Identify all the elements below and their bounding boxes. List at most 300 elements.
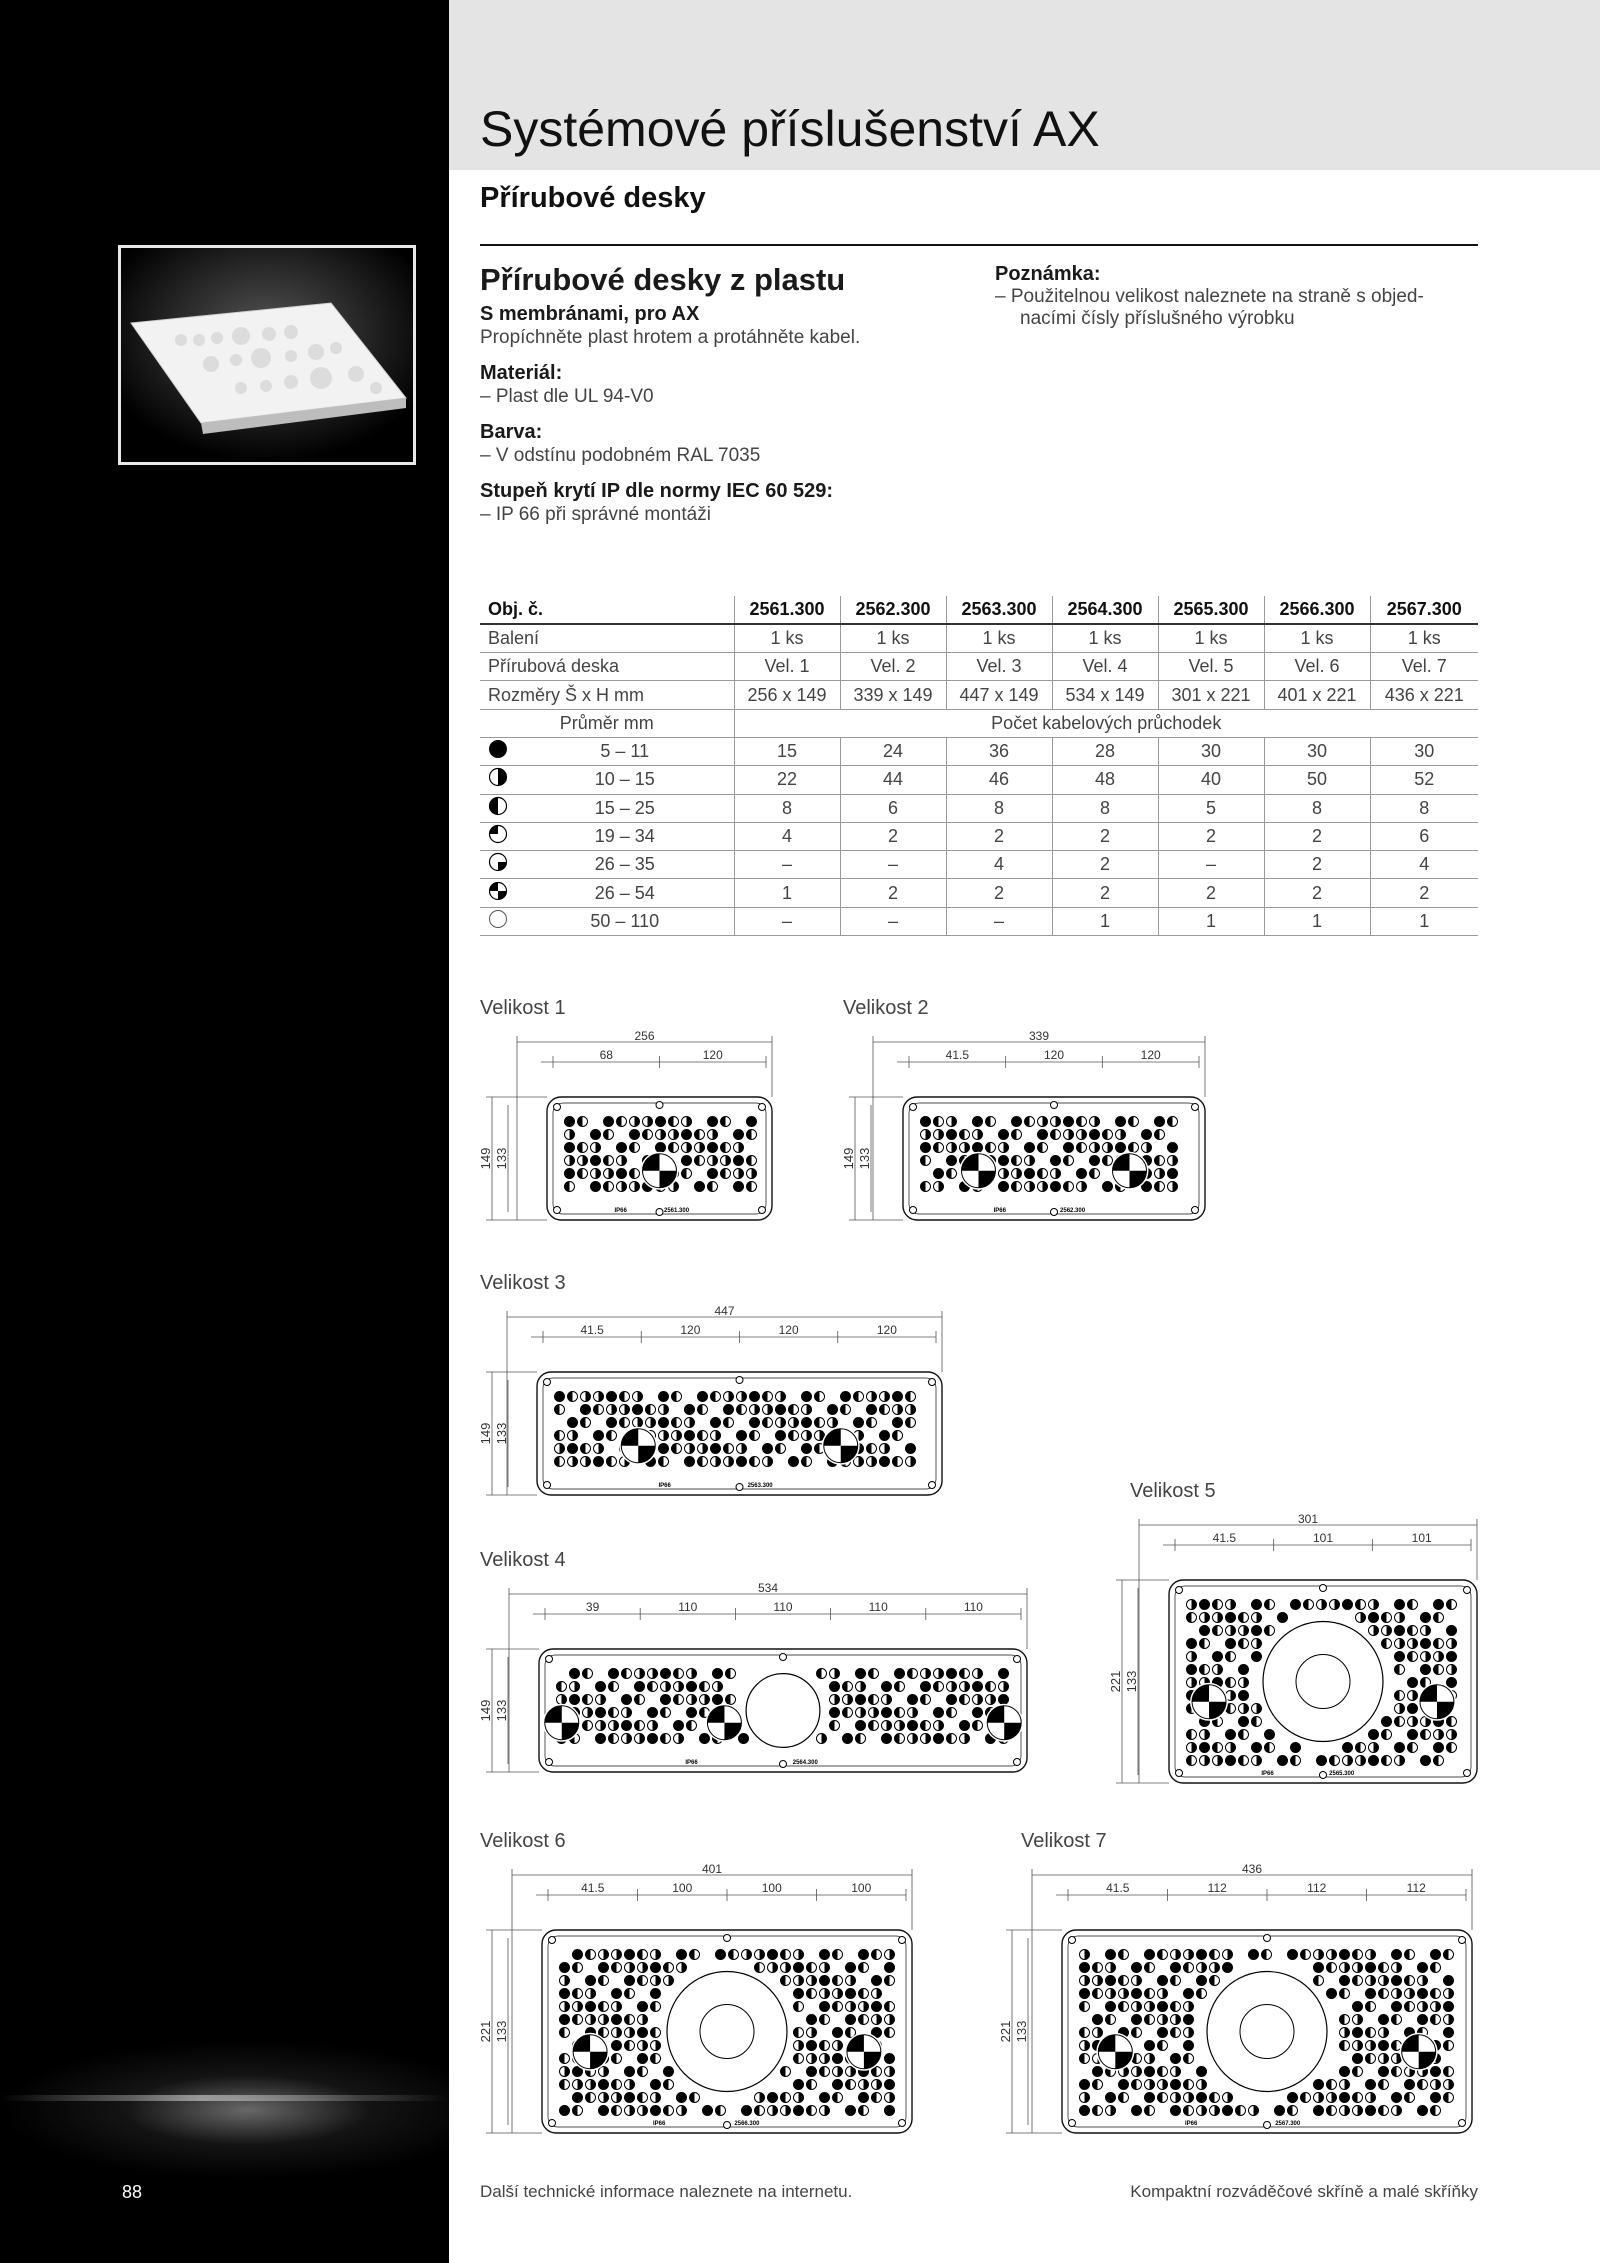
grommet-knockout [1418,1963,1428,1973]
grommet-knockout [596,1682,606,1692]
grommet-knockout [1392,2106,1402,2116]
grommet-knockout [560,1989,570,1999]
grommet-knockout [1431,1950,1441,1960]
dimension-label: 110 [773,1600,793,1614]
grommet-knockout [638,2002,648,2012]
grommet-knockout [1392,1989,1402,1999]
table-cell: 15 [734,737,840,765]
grommet-knockout [1051,1182,1061,1192]
grommet-knockout [594,1457,604,1467]
grommet-knockout [846,2002,856,2012]
grommet-knockout [711,1457,721,1467]
grommet-knockout [802,1431,812,1441]
grommet-knockout [820,2067,830,2077]
grommet-knockout [573,2015,583,2025]
grommet-knockout [859,1963,869,1973]
grommet-knockout [672,1444,682,1454]
grommet-knockout [1434,1730,1444,1740]
grommet-knockout [1408,1743,1418,1753]
grommet-knockout [1252,1626,1262,1636]
grommet-knockout [596,1708,606,1718]
grommet-knockout [815,1431,825,1441]
grommet-knockout [707,1706,741,1740]
grommet-knockout [648,1682,658,1692]
dimension-label: 149 [478,1422,493,1445]
grommet-knockout [674,1669,684,1679]
grommet-knockout [721,1156,731,1166]
grommet-knockout [621,1429,655,1463]
table-cell: – [840,851,946,879]
grommet-knockout [872,2093,882,2103]
grommet-range: 10 – 15 [516,766,734,794]
grommet-knockout [651,2028,661,2038]
table-cell: 1 ks [1370,624,1478,652]
grommet-knockout [1145,2054,1155,2064]
dimension-label: 149 [478,1147,493,1170]
grommet-knockout [1353,1976,1363,1986]
grommet-knockout [1213,1756,1223,1766]
grommet-knockout [583,1695,593,1705]
mounting-hole [1051,1209,1058,1216]
grommet-knockout [1392,2015,1402,2025]
grommet-knockout [651,2093,661,2103]
table-cell: 447 x 149 [946,681,1052,709]
grommet-knockout [1317,1756,1327,1766]
grommet-knockout [921,1117,931,1127]
table-cell: – [1158,851,1264,879]
grommet-knockout [885,2015,895,2025]
grommet-knockout [960,1734,970,1744]
grommet-knockout [1330,1600,1340,1610]
grommet-knockout [1395,1652,1405,1662]
grommet-knockout [1025,1117,1035,1127]
grommet-knockout [768,1950,778,1960]
grommet-knockout [661,1669,671,1679]
grommet-knockout [682,1130,692,1140]
grommet-knockout [776,1405,786,1415]
grommet-knockout [934,1734,944,1744]
grommet-knockout [1025,1169,1035,1179]
mounting-hole [1264,1935,1271,1942]
grommet-row [480,794,1478,822]
grommet-knockout [776,1418,786,1428]
grommet-knockout [1129,1117,1139,1127]
grommet-knockout [617,1182,627,1192]
grommet-knockout [591,1156,601,1166]
grommet-knockout [578,1169,588,1179]
grommet-knockout [1447,1639,1457,1649]
grommet-knockout [1155,1182,1165,1192]
grommet-knockout [656,1117,666,1127]
grommet-knockout [776,1444,786,1454]
grommet-knockout [669,1130,679,1140]
grommet-knockout [1116,1130,1126,1140]
grommet-knockout [1038,1182,1048,1192]
grommet-knockout [1051,1117,1061,1127]
grommet-knockout [703,2106,713,2116]
grommet-knockout [648,1721,658,1731]
grommet-knockout [1077,1143,1087,1153]
grommet-knockout [1366,1976,1376,1986]
grommet-knockout [687,1682,697,1692]
grommet-knockout [1200,1639,1210,1649]
table-cell: 30 [1264,737,1370,765]
grommet-knockout [1431,2093,1441,2103]
grommet-knockout [843,1695,853,1705]
grommet-knockout [1252,1600,1262,1610]
grommet-knockout [734,1143,744,1153]
figure-label: Velikost 6 [480,1830,566,1852]
grommet-knockout [1434,1600,1444,1610]
grommet-knockout [1168,1182,1178,1192]
grommet-knockout [1012,1182,1022,1192]
grommet-knockout [1356,1743,1366,1753]
grommet-knockout [856,1734,866,1744]
grommet-knockout [578,1156,588,1166]
grommet-knockout [1379,2080,1389,2090]
grommet-knockout [1210,1963,1220,1973]
grommet-knockout [921,1130,931,1140]
grommet-knockout [1369,1756,1379,1766]
table-cell: 1 ks [1158,624,1264,652]
grommet-row [480,879,1478,907]
grommet-knockout [1197,1963,1207,1973]
grommet-symbol [480,879,516,907]
table-cell: 6 [840,794,946,822]
grommet-knockout [807,2067,817,2077]
grommet-knockout [867,1418,877,1428]
grommet-knockout [573,2080,583,2090]
grommet-knockout [622,1721,632,1731]
column-header-2562.300: 2562.300 [840,596,946,624]
grommet-knockout [1314,2093,1324,2103]
mounting-hole [656,1209,663,1216]
grommet-knockout [828,1405,838,1415]
grommet-knockout [1171,2015,1181,2025]
grommet-knockout [682,1156,692,1166]
grommet-knockout [724,1418,734,1428]
grommet-knockout [1392,1950,1402,1960]
grommet-knockout [651,2080,661,2090]
grommet-knockout [882,1708,892,1718]
grommet-knockout [776,1431,786,1441]
color-value: – V odstínu podobném RAL 7035 [480,445,761,466]
grommet-knockout [859,1950,869,1960]
grommet-symbol [480,766,516,794]
grommet-knockout [630,1143,640,1153]
grommet-knockout [1304,1600,1314,1610]
grommet-knockout [781,2093,791,2103]
grommet-knockout [843,1734,853,1744]
grommet-knockout [638,1963,648,1973]
grommet-knockout [661,1695,671,1705]
grommet-knockout [1051,1130,1061,1140]
mounting-hole [1014,1656,1021,1663]
table-cell: 339 x 149 [840,681,946,709]
grommet-knockout [817,1734,827,1744]
diameter-header: Průměr mm [480,709,734,737]
grommet-knockout [934,1682,944,1692]
grommet-knockout [594,1405,604,1415]
grommet-knockout [1418,1976,1428,1986]
dimension-label: 41.5 [581,1881,605,1895]
grommet-knockout [586,2093,596,2103]
grommet-knockout [1113,1154,1147,1188]
grommet-knockout [638,2067,648,2077]
grommet-knockout [716,2106,726,2116]
grommet-knockout [750,1405,760,1415]
table-cell: – [840,907,946,935]
column-header-2563.300: 2563.300 [946,596,1052,624]
grommet-knockout [1012,1156,1022,1166]
grommet-knockout [708,1156,718,1166]
grommet-knockout [672,1392,682,1402]
grommet-knockout [1265,1626,1275,1636]
quarter-bottom-right-icon [488,852,508,872]
grommet-knockout [1402,2035,1436,2069]
grommet-knockout [555,1457,565,1467]
grommet-knockout [1184,2093,1194,2103]
grommet-knockout [651,2041,661,2051]
grommet-knockout [843,1708,853,1718]
grommet-knockout [729,1950,739,1960]
dimension-label: 133 [494,2020,509,2043]
grommet-knockout [682,1169,692,1179]
grommet-knockout [986,1143,996,1153]
grommet-knockout [750,1431,760,1441]
grommet-knockout [1379,2054,1389,2064]
grommet-knockout [986,1695,996,1705]
grommet-knockout [1356,1600,1366,1610]
grommet-knockout [1408,1626,1418,1636]
grommet-knockout [843,1682,853,1692]
grommet-knockout [625,1989,635,1999]
table-cell: 1 ks [1052,624,1158,652]
dimension-label: 149 [478,1699,493,1722]
grommet-knockout [698,1392,708,1402]
dimension-label: 133 [1014,2020,1029,2043]
grommet-knockout [830,1669,840,1679]
ip-value: – IP 66 při správné montáži [480,504,711,525]
grommet-knockout [1418,2015,1428,2025]
table-cell: 2 [1052,851,1158,879]
grommet-knockout [1145,2067,1155,2077]
grommet-knockout [586,1989,596,1999]
grommet-knockout [947,1156,957,1166]
grommet-row [480,737,1478,765]
grommet-knockout [635,1669,645,1679]
grommet-knockout [669,1143,679,1153]
grommet-knockout [612,2015,622,2025]
grommet-knockout [869,1708,879,1718]
grommet-knockout [1145,2041,1155,2051]
grommet-knockout [872,2080,882,2090]
grommet-knockout [1142,1143,1152,1153]
grommet-knockout [1119,2002,1129,2012]
grommet-knockout [591,1143,601,1153]
grommet-knockout [1418,2002,1428,2012]
grommet-knockout [724,1405,734,1415]
grommet-knockout [1132,2067,1142,2077]
table-cell: 50 [1264,766,1370,794]
grommet-knockout [1288,2106,1298,2116]
grommet-knockout [724,1392,734,1402]
grommet-knockout [1369,1626,1379,1636]
grommet-knockout [1093,1963,1103,1973]
grommet-knockout [607,1392,617,1402]
grommet-knockout [1106,2106,1116,2116]
mounting-hole [1320,1585,1327,1592]
dimension-label: 534 [757,1581,779,1595]
grommet-knockout [599,1950,609,1960]
table-cell: 1 ks [734,624,840,652]
grommet-knockout [643,1130,653,1140]
grommet-knockout [625,2015,635,2025]
mounting-hole [554,1207,561,1214]
table-cell: 48 [1052,766,1158,794]
grommet-knockout [815,1418,825,1428]
grommet-knockout [1444,1950,1454,1960]
grommet-knockout [625,2041,635,2051]
grommet-knockout [885,1963,895,1973]
grommet-knockout [846,2015,856,2025]
grommet-knockout [1145,2002,1155,2012]
table-cell: 1 ks [1264,624,1370,652]
table-header-row [480,596,1478,624]
grommet-knockout [664,2080,674,2090]
grommet-knockout [695,1156,705,1166]
column-header-2567.300: 2567.300 [1370,596,1478,624]
grommet-knockout [1145,1950,1155,1960]
grommet-knockout [687,1695,697,1705]
grommet-knockout [1239,1639,1249,1649]
grommet-knockout [1171,2093,1181,2103]
grommet-knockout [794,2054,804,2064]
grommet-row [480,822,1478,850]
grommet-knockout [1038,1143,1048,1153]
table-cell: 1 [1370,907,1478,935]
grommet-knockout [807,2054,817,2064]
grommet-knockout [973,1130,983,1140]
grommet-knockout [1327,2106,1337,2116]
figure-label: Velikost 5 [1130,1480,1216,1502]
grommet-knockout [630,1169,640,1179]
grommet-knockout [734,1182,744,1192]
grommet-knockout [594,1392,604,1402]
grommet-knockout [885,1950,895,1960]
dimension-label: 120 [680,1323,701,1337]
grommet-knockout [560,2080,570,2090]
grommet-knockout [695,1130,705,1140]
grommet-knockout [880,1444,890,1454]
grommet-knockout [1064,1117,1074,1127]
grommet-knockout [794,2080,804,2090]
grommet-knockout [755,2093,765,2103]
grommet-knockout [921,1721,931,1731]
grommet-knockout [750,1418,760,1428]
grommet-knockout [747,1130,757,1140]
grommet-knockout [1142,1130,1152,1140]
mounting-hole [724,1935,731,1942]
dimension-label: 436 [1241,1862,1263,1876]
grommet-knockout [807,2015,817,2025]
grommet-knockout [635,1734,645,1744]
grommet-knockout [880,1405,890,1415]
grommet-knockout [1408,1730,1418,1740]
grommet-knockout [625,2093,635,2103]
table-cell: – [946,907,1052,935]
grommet-knockout [651,1963,661,1973]
grommet-knockout [565,1130,575,1140]
grommet-knockout [1098,2035,1132,2069]
grommet-knockout [1366,2028,1376,2038]
grommet-knockout [682,1117,692,1127]
grommet-knockout [664,1963,674,1973]
grommet-knockout [833,2093,843,2103]
grommet-knockout [893,1431,903,1441]
grommet-knockout [1278,1756,1288,1766]
grommet-knockout [685,1418,695,1428]
grommet-knockout [742,2106,752,2116]
table-cell: 4 [946,851,1052,879]
grommet-knockout [1119,2080,1129,2090]
grommet-knockout [1356,1756,1366,1766]
grommet-knockout [677,2106,687,2116]
mounting-hole [1014,1759,1021,1766]
grommet-knockout [833,1989,843,1999]
grommet-row [480,766,1478,794]
grommet-knockout [1197,1989,1207,1999]
grommet-knockout [607,1405,617,1415]
mounting-hole [724,2122,731,2129]
mounting-hole [1069,2120,1076,2127]
dimension-label: 100 [851,1881,872,1895]
grommet-knockout [737,1392,747,1402]
grommet-knockout [999,1143,1009,1153]
table-cell: 2 [1370,879,1478,907]
grommet-knockout [617,1156,627,1166]
grommet-knockout [677,1963,687,1973]
grommet-knockout [1226,1600,1236,1610]
grommet-knockout [1366,2002,1376,2012]
grommet-knockout [568,1431,578,1441]
grommet-knockout [789,1405,799,1415]
grommet-knockout [1382,1717,1392,1727]
grommet-knockout [1187,1756,1197,1766]
grommet-knockout [1184,2028,1194,2038]
grommet-knockout [583,1708,593,1718]
part-code-label: 2564.300 [792,1760,818,1766]
grommet-knockout [1444,2067,1454,2077]
grommet-knockout [612,1950,622,1960]
table-cell: Vel. 4 [1052,653,1158,681]
grommet-knockout [1353,2067,1363,2077]
grommet-knockout [1340,1950,1350,1960]
grommet-knockout [674,1721,684,1731]
grommet-knockout [1314,2106,1324,2116]
grommet-knockout [1184,2002,1194,2012]
grommet-knockout [609,1708,619,1718]
grommet-knockout [1340,1989,1350,1999]
grommet-knockout [1077,1130,1087,1140]
grommet-knockout [1106,1989,1116,1999]
grommet-knockout [1132,2015,1142,2025]
grommet-knockout [1291,1756,1301,1766]
grommet-knockout [833,2041,843,2051]
grommet-knockout [633,1405,643,1415]
grommet-knockout [1184,2106,1194,2116]
grommet-knockout [1392,1976,1402,1986]
